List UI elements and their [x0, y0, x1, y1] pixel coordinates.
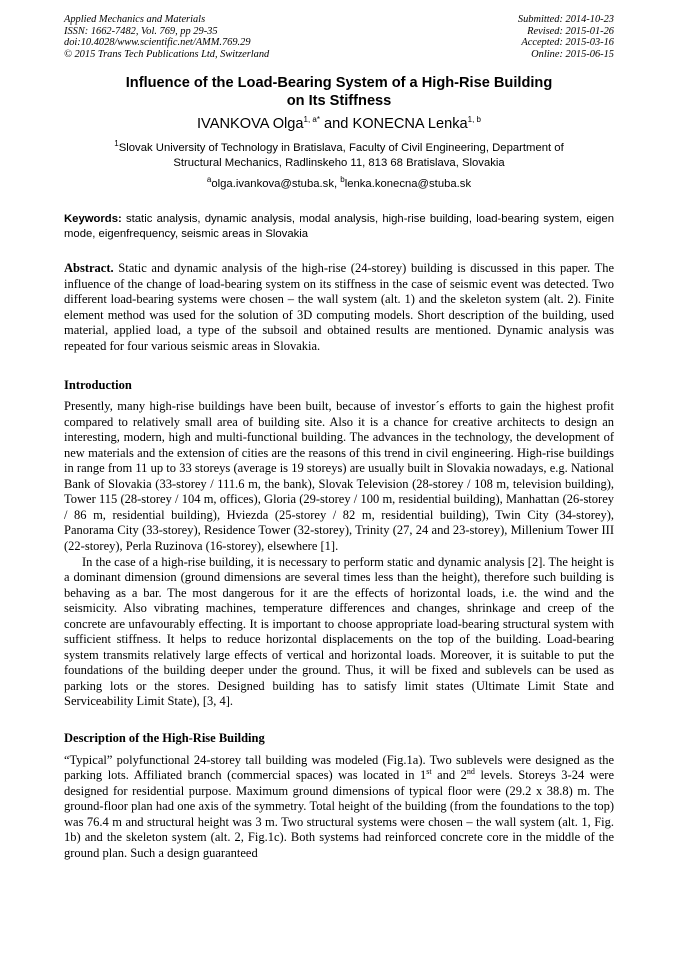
affiliation	[64, 141, 614, 170]
introduction-paragraph-1: Presently, many high-rise buildings have been built, because of investor´s efforts to gain the highest profit compared to relatively small area of building site. Also it is a chance for creative architects to design an interesting, modern, high and multi-functional building. The advances in the technology, the development of new materials and the extension of cities are the reasons of this trend in civil engineering. High-rise buildings in range from 11 up to 33 storeys (average is 19 storeys) are usually built in Slovakia nowadays, e.g. National Bank of Slovakia (33-storey / 111.6 m, the bank), Slovak Television (28-storey / 108 m, television building), Tower 115 (28-storey / 104 m, offices), Gloria (29-storey / 100 m, residential building), Manhattan (26-storey / 86 m, residential building), Hviezda (25-storey / 82 m, residential building), Twin City (34-storey), Panorama City (33-storey), Residence Tower (32-storey), Trinity (27, 24 and 23-storey), Millenium Tower III (22-storey), Perla Ruzinova (16-storey), elsewhere [1].	[64, 399, 614, 553]
affiliation-line-1	[64, 141, 614, 156]
copyright-line: © 2015 Trans Tech Publications Ltd, Switzerland	[64, 48, 270, 60]
revised-date: Revised: 2015-01-26	[527, 25, 614, 37]
email-b-mark: b	[340, 175, 345, 185]
affiliation-line-2: Structural Mechanics, Radlinskeho 11, 813 68 Bratislava, Slovakia	[173, 156, 505, 169]
description-text-2: and 2	[431, 768, 467, 783]
abstract-text: Static and dynamic analysis of the high-rise (24-storey) building is discussed in this paper. The influence of the change of load-bearing system on its stiffness in the case of seismic event was detected. Two different load-bearing systems were chosen – the wall system (alt. 1) and the skeleton system (alt. 2). Finite element method was used for the solution of 3D computing models. Short description of the building, used material, applied load, a type of the subsoil and obtained results are mentioned. Dynamic analysis was repeated for four various seismic areas in Slovakia.	[64, 261, 614, 354]
ordinal-nd: nd	[466, 766, 475, 776]
affiliation-text-1: Slovak University of Technology in Bratislava, Faculty of Civil Engineering, Department of	[118, 142, 564, 155]
ordinal-st: st	[426, 766, 432, 776]
author-1-affil-mark: 1, a*	[303, 115, 320, 125]
author-conjunction: and	[320, 116, 353, 133]
email-a-mark: a	[206, 175, 212, 185]
doi-line: doi:10.4028/www.scientific.net/AMM.769.29	[64, 37, 251, 49]
email-b[interactable]: lenka.konecna@stuba.sk	[344, 178, 472, 191]
introduction-heading: Introduction	[64, 377, 132, 392]
title-line-1: Influence of the Load-Bearing System of a High-Rise Building	[125, 75, 553, 92]
accepted-date: Accepted: 2015-03-16	[521, 37, 614, 49]
journal-info	[64, 14, 269, 60]
journal-header	[64, 14, 614, 60]
paper-page	[64, 14, 614, 861]
description-heading: Description of the High-Rise Building	[64, 731, 265, 745]
journal-name: Applied Mechanics and Materials	[64, 14, 206, 25]
issn-line: ISSN: 1662-7482, Vol. 769, pp 29-35	[64, 25, 218, 37]
affiliation-mark: 1	[114, 139, 119, 149]
title-line-2: on Its Stiffness	[286, 93, 392, 110]
author-2-name: KONECNA Lenka	[352, 116, 468, 133]
description-text-1: “Typical” polyfunctional 24-storey tall building was modeled (Fig.1a). Two sublevels were designed as the parking lots. Affiliated branch (commercial spaces) was located in 1	[64, 752, 614, 783]
online-date: Online: 2015-06-15	[531, 48, 614, 60]
paper-title	[64, 74, 614, 110]
email-a[interactable]: olga.ivankova@stuba.sk,	[211, 178, 341, 191]
keywords-block	[64, 212, 614, 241]
introduction-paragraph-2: In the case of a high-rise building, it is necessary to perform static and dynamic analysis [2]. The height is a dominant dimension (ground dimensions are several times less than the height), therefore such building is behaving as a bar. The most dangerous for it are the effects of horizontal loads, i.e. the wind and the seismicity. Also vibrating machines, temperature differences and changes, shrinkage and creep of the concrete are unfavourably effecting. It is important to choose appropriate load-bearing structural system with sufficient stiffness. It helps to reduce horizontal displacements on the top of the building. Load-bearing system transmits relatively large effects of vertical and horizontal loads. Moreover, it is suitable to put the foundations of the building deeper under the ground. Thus, it will be fixed and sublevels can be used as parking lots or the stores. Designed building has to satisfy limit states (Ultimate Limit State and Serviceability Limit State), [3, 4].	[64, 554, 614, 709]
author-1-name: IVANKOVA Olga	[197, 116, 304, 133]
abstract-block	[64, 261, 614, 354]
abstract-label: Abstract.	[64, 261, 114, 276]
description-paragraph-1	[64, 753, 614, 862]
author-2-affil-mark: 1, b	[467, 115, 481, 125]
author-emails	[64, 177, 614, 192]
keywords-text: static analysis, dynamic analysis, modal analysis, high-rise building, load-bearing system, eigen mode, eigenfrequency, seismic areas in Slovakia	[64, 212, 614, 240]
keywords-label: Keywords:	[64, 212, 122, 225]
dates-info	[518, 14, 614, 60]
author-list	[64, 115, 614, 133]
description-text-3: levels. Storeys 3-24 were designed for residential purpose. Maximum ground dimensions of typical floor were (29.2 x 38.8) m. The ground-floor plan had one axis of the symmetry. Total height of the building (from the foundations to the top) was 76.4 m and structural height was 3 m. Two structural systems were chosen – the wall system (alt. 1, Fig. 1b) and the skeleton system (alt. 2, Fig.1c). Both systems had reinforced concrete core in the middle of the ground plan. Such a design guaranteed	[64, 768, 614, 860]
submitted-date: Submitted: 2014-10-23	[517, 14, 614, 25]
